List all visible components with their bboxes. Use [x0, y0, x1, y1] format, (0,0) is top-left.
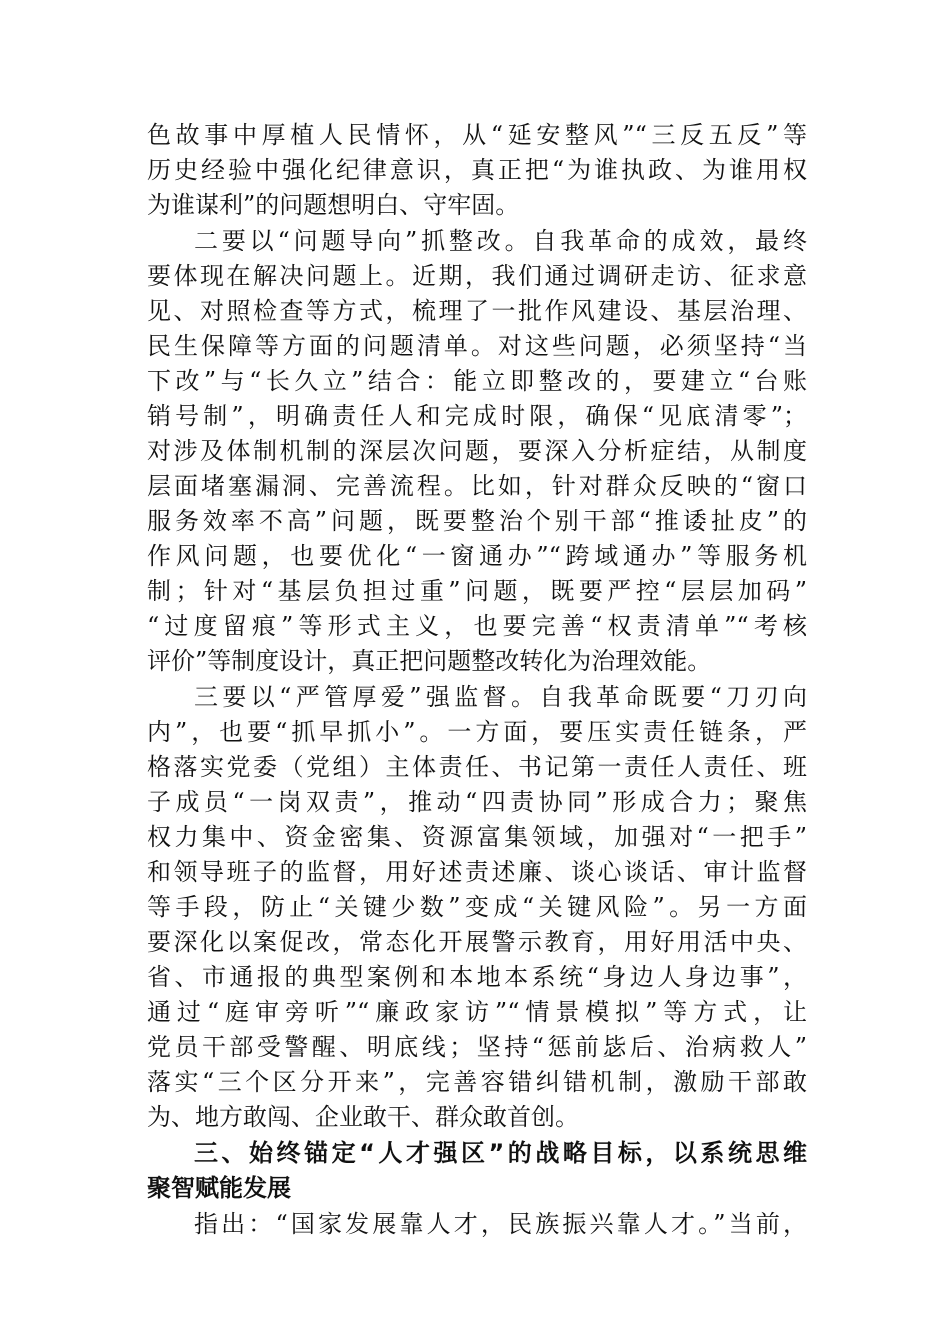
- section-heading: 聚智赋能发展: [147, 1174, 291, 1202]
- paragraph-line: 制；针对“基层负担过重”问题，既要严控“层层加码”: [147, 577, 807, 605]
- paragraph-line: “过度留痕”等形式主义，也要完善“权责清单”“考核: [147, 612, 807, 640]
- paragraph-line: 三要以“严管厚爱”强监督。自我革命既要“刀刃向: [194, 683, 807, 711]
- paragraph-line: 评价”等制度设计，真正把问题整改转化为治理效能。: [147, 647, 712, 675]
- paragraph-line: 指出：“国家发展靠人才，民族振兴靠人才。”当前，: [194, 1210, 807, 1238]
- paragraph-line: 党员干部受警醒、明底线；坚持“惩前毖后、治病救人”: [147, 1033, 807, 1061]
- paragraph-line: 内”，也要“抓早抓小”。一方面，要压实责任链条，严: [147, 718, 807, 746]
- paragraph-line: 见、对照检查等方式，梳理了一批作风建设、基层治理、: [147, 297, 807, 325]
- paragraph-line: 权力集中、资金密集、资源富集领域，加强对“一把手”: [147, 823, 807, 851]
- paragraph-line: 为、地方敢闯、企业敢干、群众敢首创。: [147, 1103, 579, 1131]
- paragraph-line: 下改”与“长久立”结合：能立即整改的，要建立“台账: [147, 367, 807, 395]
- paragraph-line: 历史经验中强化纪律意识，真正把“为谁执政、为谁用权: [147, 156, 807, 184]
- paragraph-line: 省、市通报的典型案例和本地本系统“身边人身边事”，: [147, 963, 807, 991]
- paragraph-line: 和领导班子的监督，用好述责述廉、谈心谈话、审计监督: [147, 858, 807, 886]
- section-heading: 三、始终锚定“人才强区”的战略目标，以系统思维: [194, 1139, 807, 1167]
- paragraph-line: 格落实党委（党组）主体责任、书记第一责任人责任、班: [147, 753, 807, 781]
- paragraph-line: 作风问题，也要优化“一窗通办”“跨域通办”等服务机: [147, 542, 807, 570]
- paragraph-line: 子成员“一岗双责”，推动“四责协同”形成合力；聚焦: [147, 788, 807, 816]
- paragraph-line: 服务效率不高”问题，既要整治个别干部“推诿扯皮”的: [147, 507, 807, 535]
- paragraph-line: 等手段，防止“关键少数”变成“关键风险”。另一方面: [147, 893, 807, 921]
- paragraph-line: 民生保障等方面的问题清单。对这些问题，必须坚持“当: [147, 332, 807, 360]
- paragraph-line: 二要以“问题导向”抓整改。自我革命的成效，最终: [194, 227, 807, 255]
- paragraph-line: 色故事中厚植人民情怀，从“延安整风”“三反五反”等: [147, 121, 807, 149]
- paragraph-line: 要深化以案促改，常态化开展警示教育，用好用活中央、: [147, 928, 807, 956]
- paragraph-line: 层面堵塞漏洞、完善流程。比如，针对群众反映的“窗口: [147, 472, 807, 500]
- paragraph-line: 对涉及体制机制的深层次问题，要深入分析症结，从制度: [147, 437, 807, 465]
- paragraph-line: 通过“庭审旁听”“廉政家访”“情景模拟”等方式，让: [147, 998, 807, 1026]
- paragraph-line: 落实“三个区分开来”，完善容错纠错机制，激励干部敢: [147, 1068, 807, 1096]
- paragraph-line: 销号制”，明确责任人和完成时限，确保“见底清零”；: [147, 402, 807, 430]
- paragraph-line: 要体现在解决问题上。近期，我们通过调研走访、征求意: [147, 262, 807, 290]
- paragraph-line: 为谁谋利”的问题想明白、守牢固。: [147, 191, 520, 219]
